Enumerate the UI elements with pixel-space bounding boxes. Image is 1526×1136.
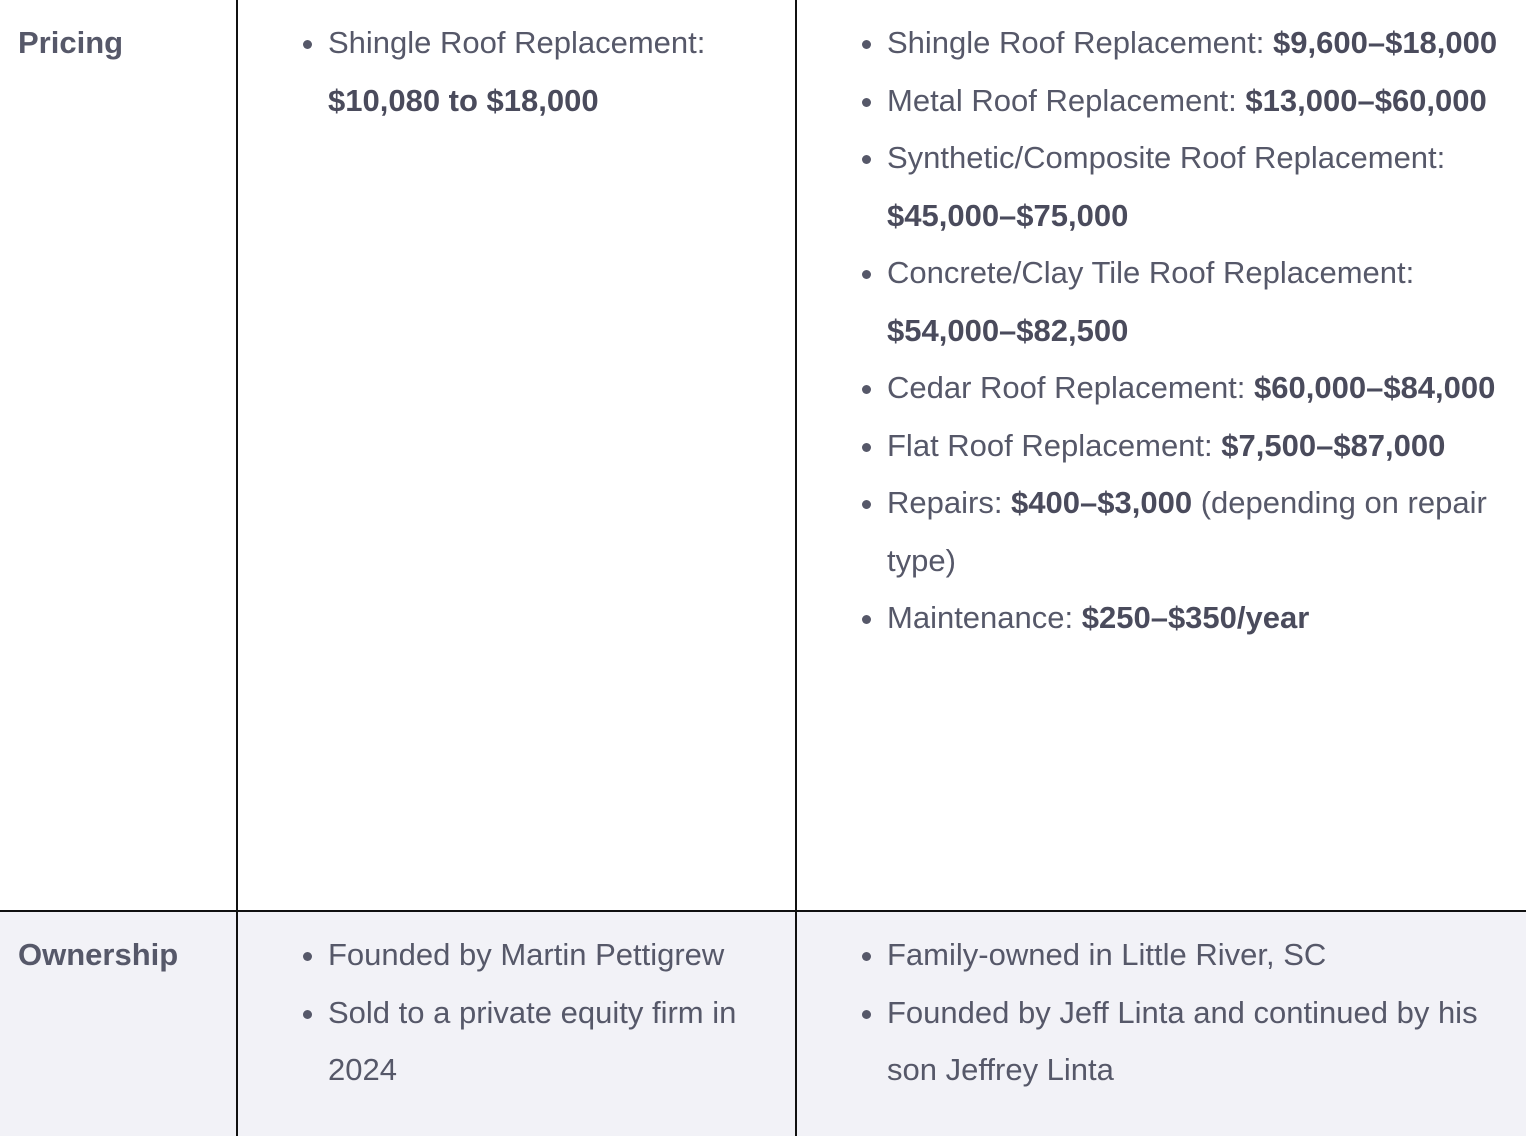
pricing-company-a-list (238, 0, 795, 129)
list-item: • Founded by Martin Pettigrew (328, 926, 785, 984)
list-item: • Cedar Roof Replacement: $60,000–$84,000 (887, 359, 1516, 417)
row-label-pricing: Pricing (0, 0, 237, 911)
pricing-company-a-cell (237, 0, 796, 911)
list-item: • Founded by Jeff Linta and continued by his son Jeffrey Linta (887, 984, 1516, 1099)
pricing-company-b-cell (796, 0, 1526, 911)
row-label-ownership: Ownership (0, 911, 237, 1136)
list-item: • Repairs: $400–$3,000 (depending on repair type) (887, 474, 1516, 589)
list-item: • Sold to a private equity firm in 2024 (328, 984, 785, 1099)
pricing-company-b-list (797, 0, 1526, 647)
list-item: • Family-owned in Little River, SC (887, 926, 1516, 984)
ownership-company-a-list (238, 912, 795, 1099)
list-item: • Shingle Roof Replacement: $9,600–$18,000 (887, 14, 1516, 72)
list-item: • Concrete/Clay Tile Roof Replacement: $54,000–$82,500 (887, 244, 1516, 359)
ownership-company-a-cell (237, 911, 796, 1136)
table-row-ownership (0, 911, 1526, 1136)
ownership-company-b-list (797, 912, 1526, 1099)
ownership-company-b-cell (796, 911, 1526, 1136)
list-item: • Shingle Roof Replacement: $10,080 to $18,000 (328, 14, 785, 129)
list-item: • Metal Roof Replacement: $13,000–$60,000 (887, 72, 1516, 130)
list-item: • Maintenance: $250–$350/year (887, 589, 1516, 647)
list-item: • Flat Roof Replacement: $7,500–$87,000 (887, 417, 1516, 475)
list-item: • Synthetic/Composite Roof Replacement: $45,000–$75,000 (887, 129, 1516, 244)
